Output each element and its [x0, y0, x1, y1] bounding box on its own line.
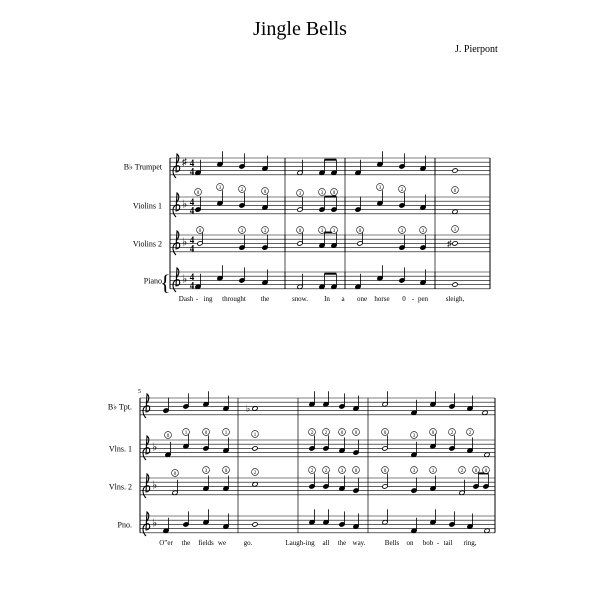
fingering-label: 0 [340, 431, 344, 436]
lyric-syllable: ring, [463, 538, 477, 547]
fingering-label: 0 [431, 431, 435, 436]
note-head [252, 522, 258, 527]
fingering-label: 2 [310, 469, 314, 474]
fingering-label: 0 [196, 191, 200, 196]
flat-key-signature-icon: ♭ [152, 517, 158, 530]
flat-key-signature-icon: ♭ [182, 236, 188, 249]
fingering-label: 2 [400, 188, 404, 193]
lyric-syllable: - [195, 294, 199, 303]
lyric-syllable: we [217, 538, 227, 547]
lyric-syllable: Laugh-ing [285, 538, 315, 547]
fingering-label: 0 [298, 229, 302, 234]
score-title: Jingle Bells [253, 18, 347, 40]
fingering-label: 0 [383, 431, 387, 436]
fingering-label: 1 [224, 431, 228, 436]
lyric-syllable: Bells [384, 538, 400, 547]
fingering-label: 1 [253, 433, 257, 438]
lyric-syllable: all [322, 538, 330, 547]
sharp-key-signature-icon: ♯ [182, 157, 187, 169]
time-signature-bottom: 4 [189, 280, 195, 291]
treble-clef-icon [173, 268, 180, 292]
fingering-label: 1 [184, 431, 188, 436]
note-head [452, 282, 458, 287]
flat-accidental-icon: ♭ [246, 403, 251, 414]
lyric-syllable: go. [243, 538, 253, 547]
lyric-syllable: the [260, 294, 270, 303]
time-signature-top: 4 [189, 196, 195, 207]
fingering-label: 3 [263, 229, 267, 234]
lyric-syllable: one [356, 294, 368, 303]
lyric-syllable: sleigh, [445, 294, 465, 303]
fingering-label: 0 [204, 431, 208, 436]
fingering-label: 3 [298, 192, 302, 197]
fingering-label: 0 [332, 191, 336, 196]
fingering-label: 3 [412, 469, 416, 474]
lyric-syllable: a [341, 294, 345, 303]
fingering-label: 3 [378, 186, 382, 191]
treble-clef-icon [143, 436, 150, 460]
fingering-label: 0 [173, 472, 177, 477]
fingering-label: 0 [198, 229, 202, 234]
flat-key-signature-icon: ♭ [182, 273, 188, 286]
lyric-syllable: ing [203, 294, 213, 303]
treble-clef-icon [143, 474, 150, 498]
lyric-syllable: In [324, 294, 330, 303]
fingering-label: 3 [412, 434, 416, 439]
measure-number: 5 [138, 389, 141, 395]
fingering-label: 0 [358, 229, 362, 234]
treble-clef-icon [143, 512, 150, 536]
flat-key-signature-icon: ♭ [152, 441, 158, 454]
lyric-syllable: - [436, 538, 440, 547]
lyric-syllable: 0 [402, 294, 406, 303]
lyric-syllable: fields [198, 538, 214, 547]
flat-key-signature-icon: ♭ [182, 198, 188, 211]
lyric-syllable: the [337, 538, 347, 547]
fingering-label: 0 [453, 189, 457, 194]
piano-brace-icon: { [160, 269, 171, 295]
sharp-accidental-icon: ♯ [447, 238, 452, 249]
treble-clef-icon [143, 394, 150, 418]
fingering-label: 3 [240, 229, 244, 234]
fingering-label: 2 [468, 431, 472, 436]
time-signature-top: 4 [189, 157, 195, 168]
fingering-label: 3 [421, 229, 425, 234]
lyric-syllable: pen [417, 294, 429, 303]
fingering-label: 2 [240, 188, 244, 193]
fingering-label: 2 [324, 469, 328, 474]
time-signature-bottom: 4 [189, 243, 195, 254]
lyric-syllable: on [406, 538, 414, 547]
instrument-name: Vlns. 2 [108, 482, 132, 492]
lyric-syllable: horse [374, 294, 390, 303]
time-signature-top: 4 [189, 271, 195, 282]
fingering-label: 3 [431, 469, 435, 474]
fingering-label: 3 [332, 229, 336, 234]
lyric-syllable: - [411, 294, 415, 303]
fingering-label: 2 [460, 469, 464, 474]
fingering-label: 2 [310, 431, 314, 436]
instrument-name: Pno. [117, 520, 132, 530]
fingering-label: 3 [320, 191, 324, 196]
instrument-name: Piano [143, 276, 162, 286]
instrument-name: B♭ Trumpet [123, 162, 162, 172]
note-head [452, 241, 458, 246]
fingering-label: 2 [253, 471, 257, 476]
fingering-label: 3 [400, 229, 404, 234]
fingering-label: 0 [263, 190, 267, 195]
fingering-label: 2 [450, 431, 454, 436]
lyric-syllable: way. [352, 538, 366, 547]
instrument-name: B♭ Tpt. [107, 402, 132, 412]
fingering-label: 0 [224, 469, 228, 474]
treble-clef-icon [173, 154, 180, 178]
lyric-syllable: Dash [178, 294, 194, 303]
fingering-label: 3 [218, 186, 222, 191]
fingering-label: 3 [320, 229, 324, 234]
instrument-name: Violins 2 [132, 239, 162, 249]
fingering-label: 3 [204, 469, 208, 474]
lyric-syllable: O”er [159, 538, 173, 547]
time-signature-bottom: 4 [189, 205, 195, 216]
lyric-syllable: the [181, 538, 191, 547]
fingering-label: 0 [354, 431, 358, 436]
note-head [452, 168, 458, 173]
fingering-label: 0 [383, 469, 387, 474]
note-head [252, 446, 258, 451]
treble-clef-icon [173, 231, 180, 255]
fingering-label: 0 [166, 434, 170, 439]
treble-clef-icon [173, 193, 180, 217]
fingering-label: 1 [453, 228, 457, 233]
instrument-name: Vlns. 1 [108, 444, 132, 454]
lyric-syllable: tail [443, 538, 453, 547]
lyric-syllable: bob [422, 538, 434, 547]
fingering-label: 2 [324, 431, 328, 436]
fingering-label: 3 [340, 469, 344, 474]
fingering-label: 0 [354, 469, 358, 474]
time-signature-top: 4 [189, 234, 195, 245]
composer-credit: J. Pierpont [455, 44, 498, 55]
flat-key-signature-icon: ♭ [152, 479, 158, 492]
time-signature-bottom: 4 [189, 166, 195, 177]
fingering-label: 0 [474, 469, 478, 474]
instrument-name: Violins 1 [132, 201, 162, 211]
lyric-syllable: throught [222, 294, 246, 303]
lyric-syllable: snow. [291, 294, 309, 303]
fingering-label: 0 [484, 469, 488, 474]
